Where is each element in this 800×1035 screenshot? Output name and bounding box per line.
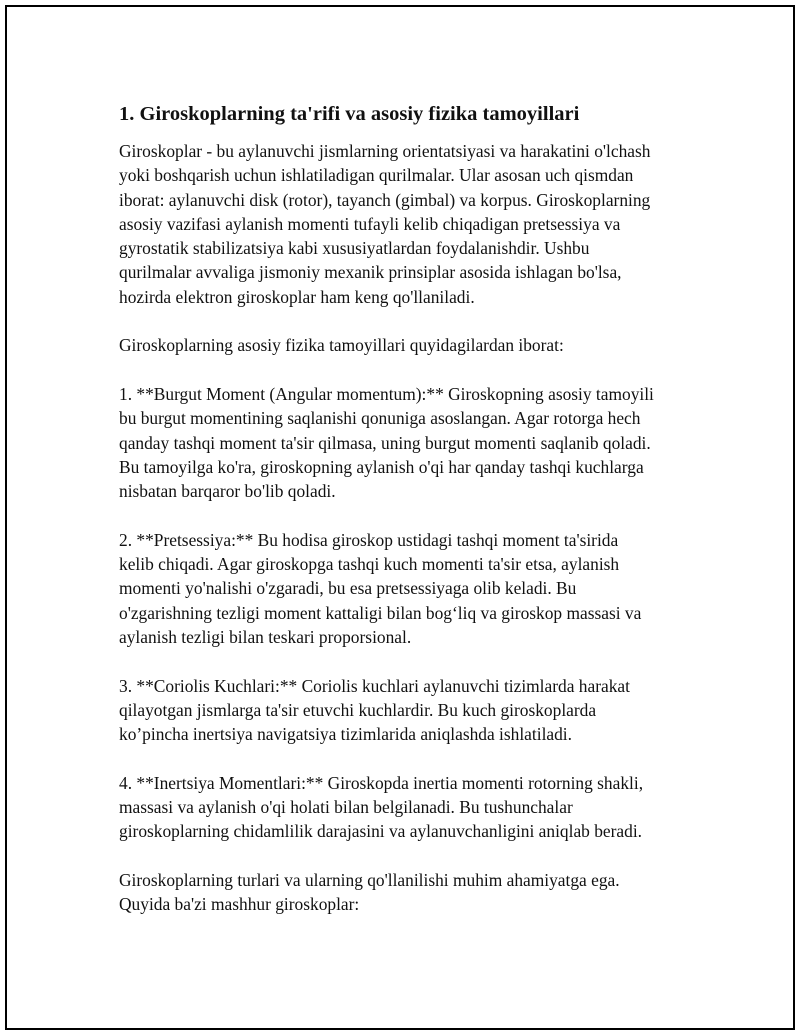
page-frame [5, 5, 795, 1030]
principle-inertia: 4. **Inertsiya Momentlari:** Giroskopda inertia momenti rotorning shakli, massasi va aylanish o'qi holati bilan belgilanadi. Bu tushunchalar giroskoplarning chidamlilik darajasini va aylanuvchanligini aniqlab beradi. [119, 772, 644, 842]
principle-coriolis: 3. **Coriolis Kuchlari:** Coriolis kuchlari aylanuvchi tizimlarda harakat qilayotgan jismlarga ta'sir etuvchi kuchlardir. Bu kuch giroskoplarda ko’pincha inertsiya navigatsiya tizimlarida aniqlashda ishlatiladi. [119, 675, 630, 745]
principle-angular-momentum: 1. **Burgut Moment (Angular momentum):** Giroskopning asosiy tamoyili bu burgut momentining saqlanishi qonuniga asoslangan. Agar rotorga hech qanday tashqi moment ta'sir qilmasa, uning burgut momenti saqlanib qoladi. Bu tamoyilga ko'ra, giroskopning aylanish o'qi har qanday tashqi kuchlarga nisbatan barqaror bo'lib qoladi. [119, 383, 654, 502]
intro-paragraph: Giroskoplar - bu aylanuvchi jismlarning orientatsiyasi va harakatini o'lchash yoki boshqarish uchun ishlatiladigan qurilmalar. Ular asosan uch qismdan iborat: aylanuvchi disk (rotor), tayanch (gimbal) va korpus. Giroskoplarning asosiy vazifasi aylanish momenti tufayli kelib chiqadigan pretsessiya va gyrostatik stabilizatsiya kabi xususiyatlardan foydalanishdir. Ushbu qurilmalar avvaliga jismoniy mexanik prinsiplar asosida ishlagan bo'lsa, hozirda elektron giroskoplar ham keng qo'llaniladi. [119, 141, 651, 307]
section-heading: 1. Giroskoplarning ta'rifi va asosiy fizika tamoyillari [119, 103, 580, 125]
document-body [119, 101, 699, 941]
types-intro-paragraph: Giroskoplarning turlari va ularning qo'llanilishi muhim ahamiyatga ega. Quyida ba'zi mashhur giroskoplar: [119, 869, 620, 915]
principles-intro-paragraph: Giroskoplarning asosiy fizika tamoyillari quyidagilardan iborat: [119, 335, 564, 356]
principle-precession: 2. **Pretsessiya:** Bu hodisa giroskop ustidagi tashqi moment ta'sirida kelib chiqadi. Agar giroskopga tashqi kuch momenti ta'sir etsa, aylanish momenti yo'nalishi o'zgaradi, bu esa pretsessiyaga olib keladi. Bu o'zgarishning tezligi moment kattaligi bilan bog‘liq va giroskop massasi va aylanish tezligi bilan teskari proporsional. [119, 529, 642, 647]
